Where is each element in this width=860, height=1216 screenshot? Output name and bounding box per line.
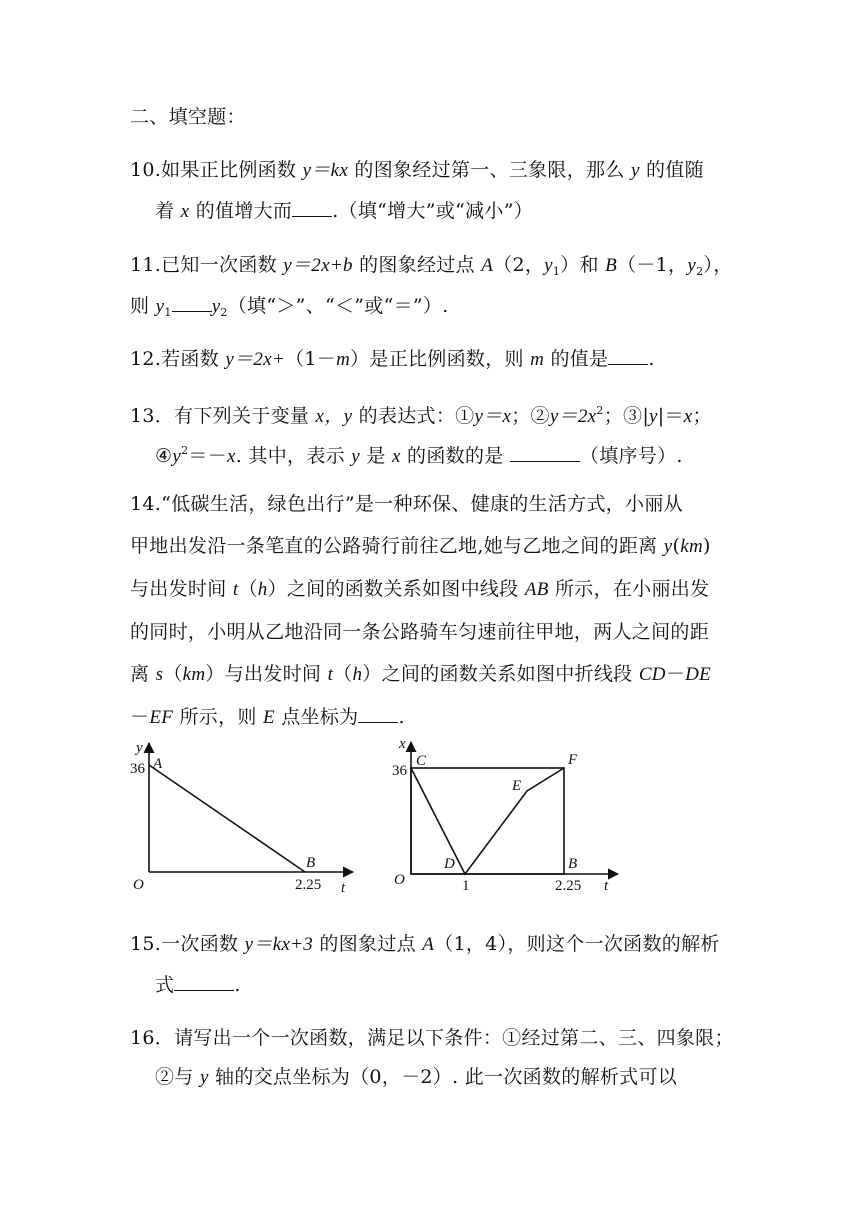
- text: 则: [130, 295, 156, 317]
- text: . 其中，表示: [235, 445, 352, 467]
- unit: km: [182, 664, 206, 685]
- math-expression: y＝kx: [302, 160, 349, 181]
- question-number: 11.: [130, 254, 162, 276]
- point-label: B: [605, 255, 618, 276]
- math-expression: y＝2x+: [225, 349, 286, 370]
- segment-label: EF: [149, 707, 174, 728]
- y-axis-label: x: [399, 736, 406, 752]
- segment-AB: [149, 765, 305, 872]
- polyline-CDEF: [411, 768, 564, 874]
- text: ）与出发时间: [205, 663, 328, 685]
- math-var: x: [180, 201, 190, 222]
- point-label: A: [422, 934, 435, 955]
- origin-label: O: [133, 877, 144, 893]
- math-var: m: [530, 349, 545, 370]
- text: 离: [130, 663, 156, 685]
- question-15-line-2: [155, 970, 241, 998]
- y-tick-36: 36: [130, 761, 145, 777]
- text: ②与: [155, 1066, 200, 1088]
- text: 的值增大而: [189, 200, 293, 222]
- text: (: [672, 535, 681, 557]
- y-tick-36: 36: [392, 763, 407, 779]
- text: －: [130, 706, 150, 728]
- text: ）是正比例函数，则: [350, 348, 531, 370]
- question-16-line-2: [155, 1063, 677, 1091]
- text: 甲地出发沿一条笔直的公路骑行前往乙地,她与乙地之间的距离: [130, 535, 664, 557]
- point-label: E: [263, 707, 275, 728]
- math-var: y: [544, 255, 553, 276]
- question-14-line-2: [130, 532, 711, 560]
- question-16-line-1: [130, 1024, 734, 1052]
- text: 点坐标为: [274, 706, 359, 728]
- answer-blank[interactable]: [608, 344, 648, 365]
- question-14-line-4: [130, 618, 709, 646]
- question-14-line-3: [130, 575, 709, 603]
- question-10-line-1: [130, 156, 704, 184]
- text: （: [238, 578, 258, 600]
- point-E-label: E: [512, 778, 522, 794]
- text: ＝－: [188, 445, 227, 467]
- math-var: y: [172, 446, 182, 467]
- text: ④: [155, 445, 173, 467]
- question-10-line-2: [155, 196, 533, 224]
- text: （2，: [493, 254, 545, 276]
- segment-label: CD: [638, 664, 666, 685]
- question-13-line-1: [130, 397, 712, 425]
- point-D-label: D: [444, 856, 455, 872]
- math-expression: y＝x: [474, 406, 512, 427]
- math-var: x: [683, 406, 693, 427]
- text: （－1，: [617, 254, 688, 276]
- point-C-label: C: [416, 753, 427, 769]
- unit: h: [352, 664, 363, 685]
- math-vars: x，y: [315, 406, 353, 427]
- text: “低碳生活，绿色出行”是一种环保、健康的生活方式，小丽从: [161, 493, 683, 515]
- answer-blank[interactable]: [510, 441, 580, 462]
- superscript: 2: [596, 404, 604, 417]
- question-number: 13．: [130, 405, 175, 427]
- x-axis-label: t: [604, 878, 609, 894]
- unit: h: [257, 579, 268, 600]
- segment-label: DE: [685, 664, 712, 685]
- text: 的图象经过点: [352, 254, 482, 276]
- point-label: A: [481, 255, 494, 276]
- text: ；③|: [603, 405, 650, 427]
- math-var: y: [155, 296, 165, 317]
- text: －: [665, 663, 686, 685]
- x-tick-2.25: 2.25: [555, 878, 582, 894]
- question-11-line-2: [130, 291, 449, 319]
- math-var: s: [155, 664, 164, 685]
- math-var: m: [336, 349, 351, 370]
- text: .: [398, 706, 405, 728]
- text: ）之间的函数关系如图中折线段: [362, 663, 639, 685]
- x-axis-label: t: [341, 880, 346, 896]
- point-B-label: B: [306, 855, 316, 871]
- math-var: y: [649, 406, 658, 427]
- question-number: 16．: [130, 1027, 175, 1049]
- text: 是: [360, 445, 392, 467]
- text: 的值随: [639, 159, 704, 181]
- math-var: y: [687, 255, 697, 276]
- question-number: 12.: [130, 348, 162, 370]
- math-var: x: [227, 446, 236, 467]
- text: ），: [703, 254, 733, 276]
- math-expression: y＝kx+3: [244, 934, 314, 955]
- text: （填序号）.: [579, 445, 683, 467]
- math-expression: y＝2x+b: [283, 255, 353, 276]
- text: 式: [155, 974, 175, 996]
- math-var: t: [327, 664, 334, 685]
- math-var: y: [663, 536, 673, 557]
- y-axis-label: y: [136, 740, 143, 756]
- text: 的同时，小明从乙地沿同一条公路骑车匀速前往甲地，两人之间的距: [130, 621, 710, 643]
- text: .: [648, 348, 655, 370]
- text: （填“＞”、“＜”或“＝”）.: [227, 295, 449, 317]
- text: ): [703, 535, 711, 557]
- text: 的值是: [544, 348, 609, 370]
- section-title: 二、填空题：: [130, 106, 246, 128]
- text: 一次函数: [161, 933, 245, 955]
- question-number: 10.: [130, 159, 162, 181]
- text: （1－: [285, 348, 337, 370]
- segment-label: AB: [524, 579, 549, 600]
- unit: km: [680, 536, 703, 557]
- answer-blank[interactable]: [174, 970, 234, 991]
- answer-blank[interactable]: [358, 702, 398, 723]
- graph-2: [390, 730, 630, 900]
- subscript: 2: [220, 306, 228, 319]
- text: 所示，在小丽出发: [548, 578, 710, 600]
- text: 所示，则: [173, 706, 264, 728]
- subscript: 1: [552, 265, 561, 278]
- text: 请写出一个一次函数，满足以下条件：①经过第二、三、四象限；: [174, 1027, 734, 1049]
- text: ；: [692, 405, 712, 427]
- text: 的图象过点: [313, 933, 423, 955]
- math-var: y: [199, 1067, 209, 1088]
- superscript: 2: [181, 444, 189, 457]
- text: ）之间的函数关系如图中线段: [267, 578, 525, 600]
- math-var: y: [630, 160, 640, 181]
- text: ；②: [511, 405, 550, 427]
- point-B-label: B: [568, 856, 578, 872]
- text: 着: [155, 200, 181, 222]
- text: .: [234, 974, 241, 996]
- point-A-label: A: [153, 756, 163, 772]
- text: 的图象经过第一、三象限，那么: [348, 159, 631, 181]
- text: 已知一次函数: [161, 254, 284, 276]
- question-14-line-1: [130, 490, 683, 518]
- text: |＝: [657, 405, 684, 427]
- text: 的表达式：①: [352, 405, 475, 427]
- frame-rect: [411, 768, 564, 874]
- question-14-line-5: [130, 660, 711, 688]
- answer-blank[interactable]: [292, 196, 332, 217]
- text: 的函数的是: [400, 445, 510, 467]
- x-tick-1: 1: [462, 878, 470, 894]
- text: 有下列关于变量: [174, 405, 316, 427]
- text: 如果正比例函数: [161, 159, 303, 181]
- question-number: 14.: [130, 493, 162, 515]
- answer-blank[interactable]: [172, 291, 212, 312]
- math-expression: y＝2x: [549, 406, 597, 427]
- math-var: y: [211, 296, 221, 317]
- text: 与出发时间: [130, 578, 233, 600]
- text: .（填“增大”或“减小”）: [332, 200, 534, 222]
- text: （1，4），则这个一次函数的解析: [434, 933, 720, 955]
- text: （: [333, 663, 353, 685]
- text: （: [163, 663, 183, 685]
- math-var: x: [391, 446, 401, 467]
- math-var: t: [232, 579, 239, 600]
- question-15-line-1: [130, 930, 720, 958]
- question-number: 15.: [130, 933, 162, 955]
- x-tick-2.25: 2.25: [295, 877, 322, 893]
- text: 若函数: [161, 348, 226, 370]
- point-F-label: F: [568, 752, 578, 768]
- math-var: y: [351, 446, 360, 467]
- text: 轴的交点坐标为（0，－2）. 此一次函数的解析式可以: [208, 1066, 678, 1088]
- graph-1: [125, 735, 365, 900]
- question-12-line-1: [130, 344, 655, 372]
- question-14-line-6: [130, 702, 405, 730]
- question-11-line-1: [130, 251, 733, 279]
- text: ）和: [560, 254, 606, 276]
- origin-label: O: [394, 872, 405, 888]
- question-13-line-2: [155, 437, 683, 465]
- subscript: 2: [696, 265, 704, 278]
- subscript: 1: [164, 306, 172, 319]
